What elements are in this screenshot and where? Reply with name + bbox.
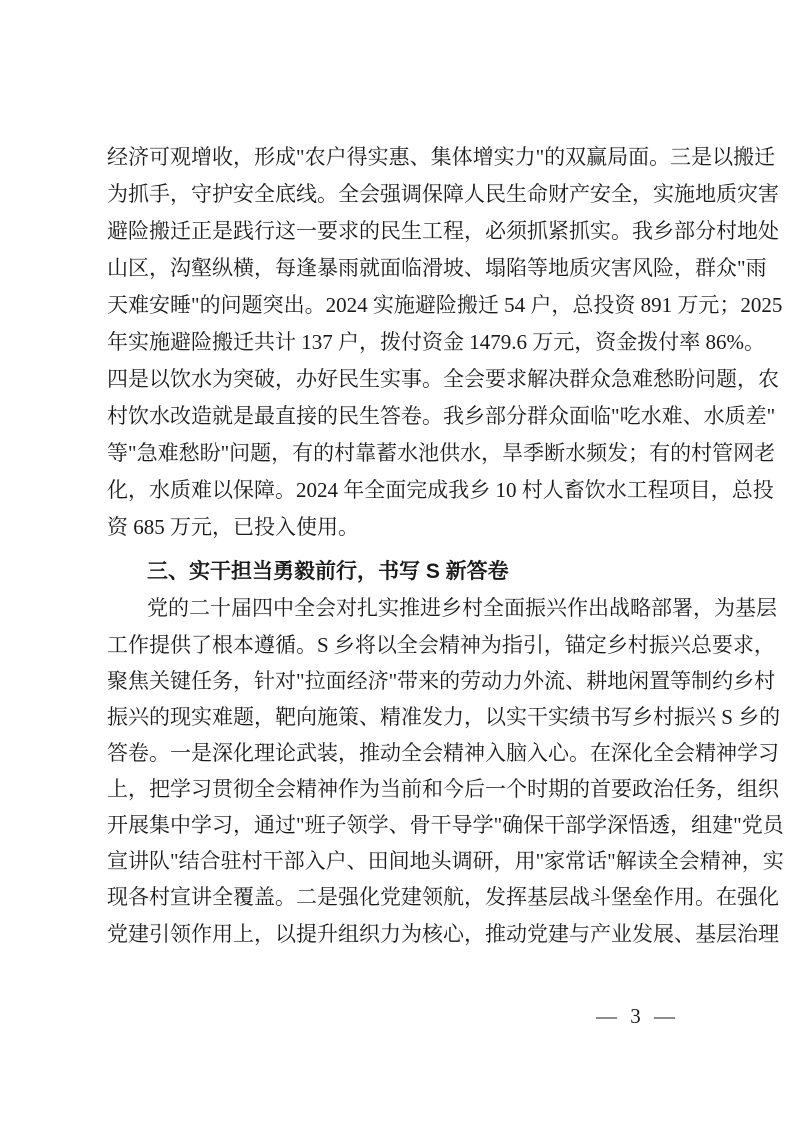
body-line: 党建引领作用上，以提升组织力为核心，推动党建与产业发展、基层治理 bbox=[107, 922, 779, 946]
body-line: 振兴的现实难题，靶向施策、精准发力，以实干实绩书写乡村振兴 S 乡的 bbox=[107, 705, 781, 729]
body-line: 现各村宣讲全覆盖。二是强化党建领航，发挥基层战斗堡垒作用。在强化 bbox=[107, 885, 779, 909]
body-line: 党的二十届四中全会对扎实推进乡村全面振兴作出战略部署，为基层 bbox=[147, 596, 777, 620]
body-line: 为抓手，守护安全底线。全会强调保障人民生命财产安全，实施地质灾害 bbox=[107, 182, 779, 206]
body-line: 天难安睡"的问题突出。2024 实施避险搬迁 54 户，总投资 891 万元；2025 bbox=[107, 293, 783, 317]
body-line: 避险搬迁正是践行这一要求的民生工程，必须抓紧抓实。我乡部分村地处 bbox=[107, 219, 779, 243]
body-line: 答卷。一是深化理论武装，推动全会精神入脑入心。在深化全会精神学习 bbox=[107, 741, 779, 765]
body-line: 聚焦关键任务，针对"拉面经济"带来的劳动力外流、耕地闲置等制约乡村 bbox=[107, 669, 776, 693]
body-line: 山区，沟壑纵横，每逢暴雨就面临滑坡、塌陷等地质灾害风险，群众"雨 bbox=[107, 256, 767, 280]
section-heading: 三、实干担当勇毅前行，书写 S 新答卷 bbox=[147, 560, 509, 583]
body-line: 经济可观增收，形成"农户得实惠、集体增实力"的双赢局面。三是以搬迁 bbox=[107, 145, 776, 169]
body-line: 资 685 万元，已投入使用。 bbox=[107, 515, 359, 539]
body-line: 等"急难愁盼"问题，有的村靠蓄水池供水，旱季断水频发；有的村管网老 bbox=[107, 441, 776, 465]
body-line: 四是以饮水为突破，办好民生实事。全会要求解决群众急难愁盼问题，农 bbox=[107, 367, 779, 391]
body-line: 工作提供了根本遵循。S 乡将以全会精神为指引，锚定乡村振兴总要求， bbox=[107, 633, 775, 657]
body-line: 年实施避险搬迁共计 137 户，拨付资金 1479.6 万元，资金拨付率 86%。 bbox=[107, 330, 765, 354]
body-line: 宣讲队"结合驻村干部入户、田间地头调研，用"家常话"解读全会精神，实 bbox=[107, 849, 784, 873]
body-line: 上，把学习贯彻全会精神作为当前和今后一个时期的首要政治任务，组织 bbox=[107, 777, 779, 801]
page-number: — 3 — bbox=[596, 1004, 679, 1028]
body-line: 化，水质难以保障。2024 年全面完成我乡 10 村人畜饮水工程项目，总投 bbox=[107, 478, 774, 502]
body-line: 村饮水改造就是最直接的民生答卷。我乡部分群众面临"吃水难、水质差" bbox=[107, 404, 776, 428]
body-line: 开展集中学习，通过"班子领学、骨干导学"确保干部学深悟透，组建"党员 bbox=[107, 813, 784, 837]
